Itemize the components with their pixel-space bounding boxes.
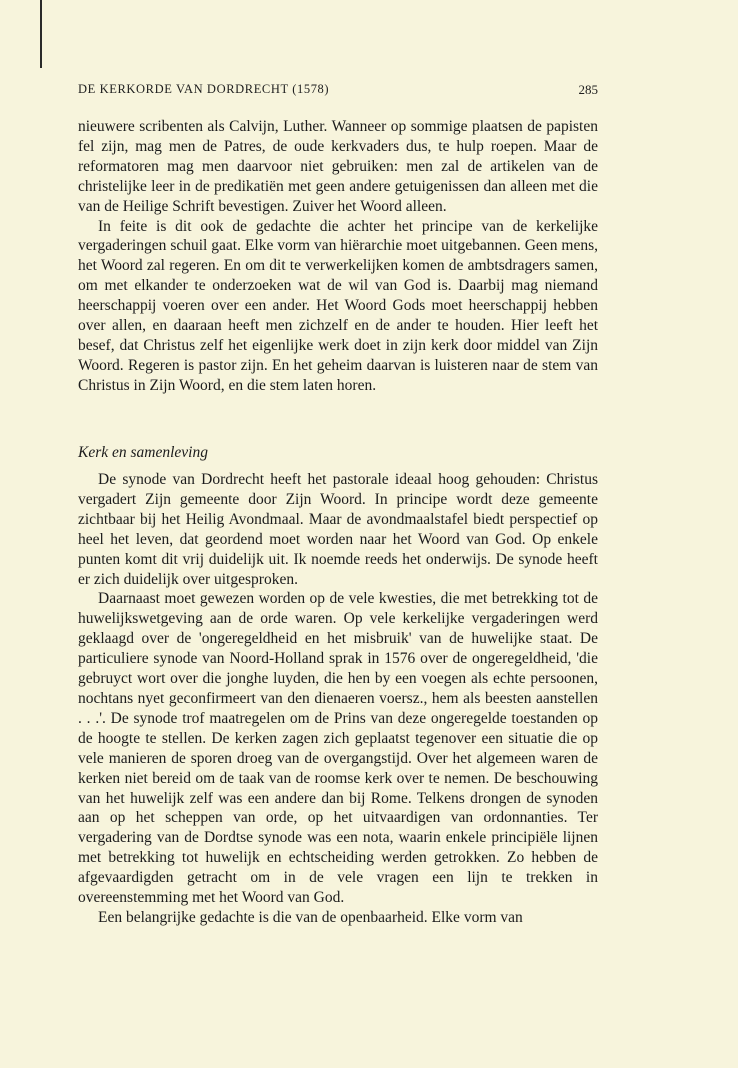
- paragraph: De synode van Dordrecht heeft het pastorale ideaal hoog gehouden: Christus vergadert Zijn gemeente door Zijn Woord. In principe wordt deze gemeente zichtbaar bij het Heilig Avondmaal. Maar de avondmaalstafel biedt perspectief op heel het leven, dat geordend moet worden naar het Woord van God. Op enkele punten komt dit vrij duidelijk uit. Ik noemde reeds het onderwijs. De synode heeft er zich duidelijk over uitgesproken.: [78, 471, 598, 588]
- paragraph: Daarnaast moet gewezen worden op de vele kwesties, die met betrekking tot de huwelijkswetgeving aan de orde waren. Op vele kerkelijke vergaderingen werd geklaagd over de 'ongeregeldheid en het misbruik' van de huwelijke staat. De particuliere synode van Noord-Holland sprak in 1576 over de ongeregeldheid, 'die gebruyct wort over die jonghe luyden, die hen by een voegen als echte persoonen, nochtans nyet geconfirmeert van den dienaeren voersz., hem als beesten aanstellen . . .'. De synode trof maatregelen om de Prins van deze ongeregelde toestanden op de hoogte te stellen. De kerken zagen zich geplaatst tegenover een situatie die op vele manieren de sporen droeg van de overgangstijd. Over het algemeen waren de kerken niet bereid om de taak van de roomse kerk over te nemen. De beschouwing van het huwelijk zelf was een andere dan bij Rome. Telkens drongen de synoden aan op het scheppen van orde, op het uitvaardigen van ordonnanties. Ter vergadering van de Dordtse synode was een nota, waarin enkele principiële lijnen met betrekking tot huwelijk en echtscheiding werden getrokken. Zo hebben de afgevaardigden getracht om in de vele vragen een lijn te trekken in overeenstemming met het Woord van God.: [78, 590, 598, 907]
- paragraph: Een belangrijke gedachte is die van de openbaarheid. Elke vorm van: [98, 908, 523, 926]
- section-heading: Kerk en samenleving: [78, 444, 208, 461]
- paragraph: nieuwere scribenten als Calvijn, Luther. Wanneer op sommige plaatsen de papisten fel zijn, mag men de Patres, de oude kerkvaders dus, te hulp roepen. Maar de reformatoren mag men daarvoor niet gebruiken: men zal de artikelen van de christelijke leer in de predikatiën met geen andere getuigenissen dan alleen met die van de Heilige Schrift bevestigen. Zuiver het Woord alleen.: [78, 118, 598, 215]
- page-number: 285: [578, 82, 598, 97]
- running-title: DE KERKORDE VAN DORDRECHT (1578): [78, 82, 330, 96]
- intro-text: [78, 117, 598, 396]
- margin-rule: [40, 0, 42, 68]
- running-header: [78, 82, 598, 102]
- section-text: [78, 470, 598, 928]
- paragraph: In feite is dit ook de gedachte die achter het principe van de kerkelijke vergaderingen schuil gaat. Elke vorm van hiërarchie moet uitgebannen. Geen mens, het Woord zal regeren. En om dit te verwerkelijken komen de ambtsdragers samen, om met elkander te onderzoeken wat de wil van God is. Daarbij mag niemand heerschappij voeren over een ander. Het Woord Gods moet heerschappij hebben over allen, en daaraan heeft men zichzelf en de ander te houden. Hier leeft het besef, dat Christus zelf het eigenlijke werk doet in zijn kerk door middel van Zijn Woord. Regeren is pastor zijn. En het geheim daarvan is luisteren naar de stem van Christus in Zijn Woord, en die stem laten horen.: [78, 217, 598, 394]
